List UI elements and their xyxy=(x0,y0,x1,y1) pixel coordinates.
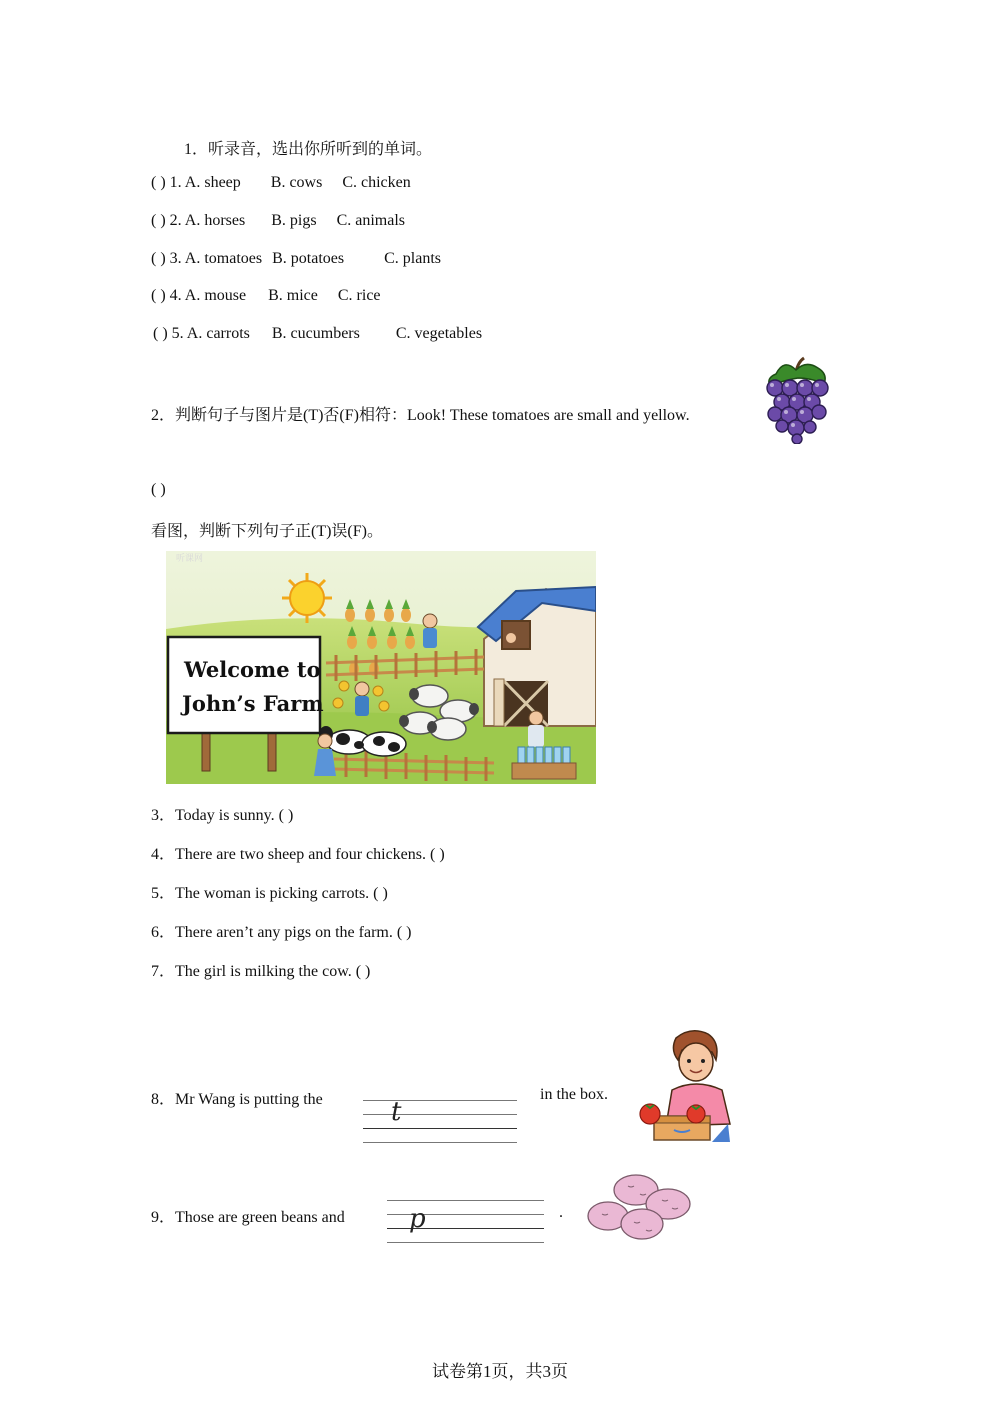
answer-bracket[interactable]: ( ) xyxy=(151,250,166,267)
writing-lines-9[interactable] xyxy=(387,1200,544,1244)
answer-bracket[interactable]: ( ) xyxy=(151,212,166,229)
question-9-text: 9．Those are green beans and xyxy=(151,1209,345,1226)
writing-lines-8[interactable] xyxy=(363,1097,517,1144)
man-with-tomatoes-icon xyxy=(636,1026,734,1144)
question-8-text: 8．Mr Wang is putting the xyxy=(151,1091,323,1108)
hint-letter: t xyxy=(391,1097,402,1127)
list-item: ( ) 1. A. sheep B. cows C. chicken xyxy=(151,174,411,191)
answer-bracket[interactable]: ( ) xyxy=(151,174,166,191)
question-8-end: in the box. xyxy=(540,1086,608,1103)
list-item: ( ) 3. A. tomatoes B. potatoes C. plants xyxy=(151,250,441,267)
answer-bracket[interactable]: ( ) xyxy=(151,287,166,304)
potatoes-icon xyxy=(584,1170,694,1246)
question-6: 6．There aren’t any pigs on the farm. ( ) xyxy=(151,924,412,941)
question-3: 3．Today is sunny. ( ) xyxy=(151,807,294,824)
answer-bracket[interactable]: ( ) xyxy=(153,325,168,342)
sign-line1: Welcome to xyxy=(184,657,321,682)
question-9-end: . xyxy=(559,1204,563,1221)
list-item: ( ) 4. A. mouse B. mice C. rice xyxy=(151,287,381,304)
answer-bracket[interactable]: ( ) xyxy=(151,481,166,498)
question-4: 4．There are two sheep and four chickens. ( ) xyxy=(151,846,445,863)
sun-icon xyxy=(282,573,332,623)
list-item: ( ) 5. A. carrots B. cucumbers C. vegetables xyxy=(153,325,483,342)
sign-line2: John’s Farm xyxy=(182,691,324,716)
list-item: ( ) 2. A. horses B. pigs C. animals xyxy=(151,212,405,229)
watermark: 听课网 xyxy=(176,554,204,564)
section1-heading: 1．听录音，选出你所听到的单词。 xyxy=(184,141,433,158)
page-footer: 试卷第1页，共3页 xyxy=(432,1362,568,1381)
question-7: 7．The girl is milking the cow. ( ) xyxy=(151,963,371,980)
section3-instruction: 看图，判断下列句子正(T)误(F)。 xyxy=(151,523,383,540)
grapes-icon xyxy=(762,356,832,444)
question-5: 5．The woman is picking carrots. ( ) xyxy=(151,885,388,902)
farm-picture xyxy=(166,551,596,784)
hint-letter: p xyxy=(409,1204,426,1234)
question-2: 2．判断句子与图片是(T)否(F)相符：Look! These tomatoes are small and yellow. xyxy=(151,407,690,424)
